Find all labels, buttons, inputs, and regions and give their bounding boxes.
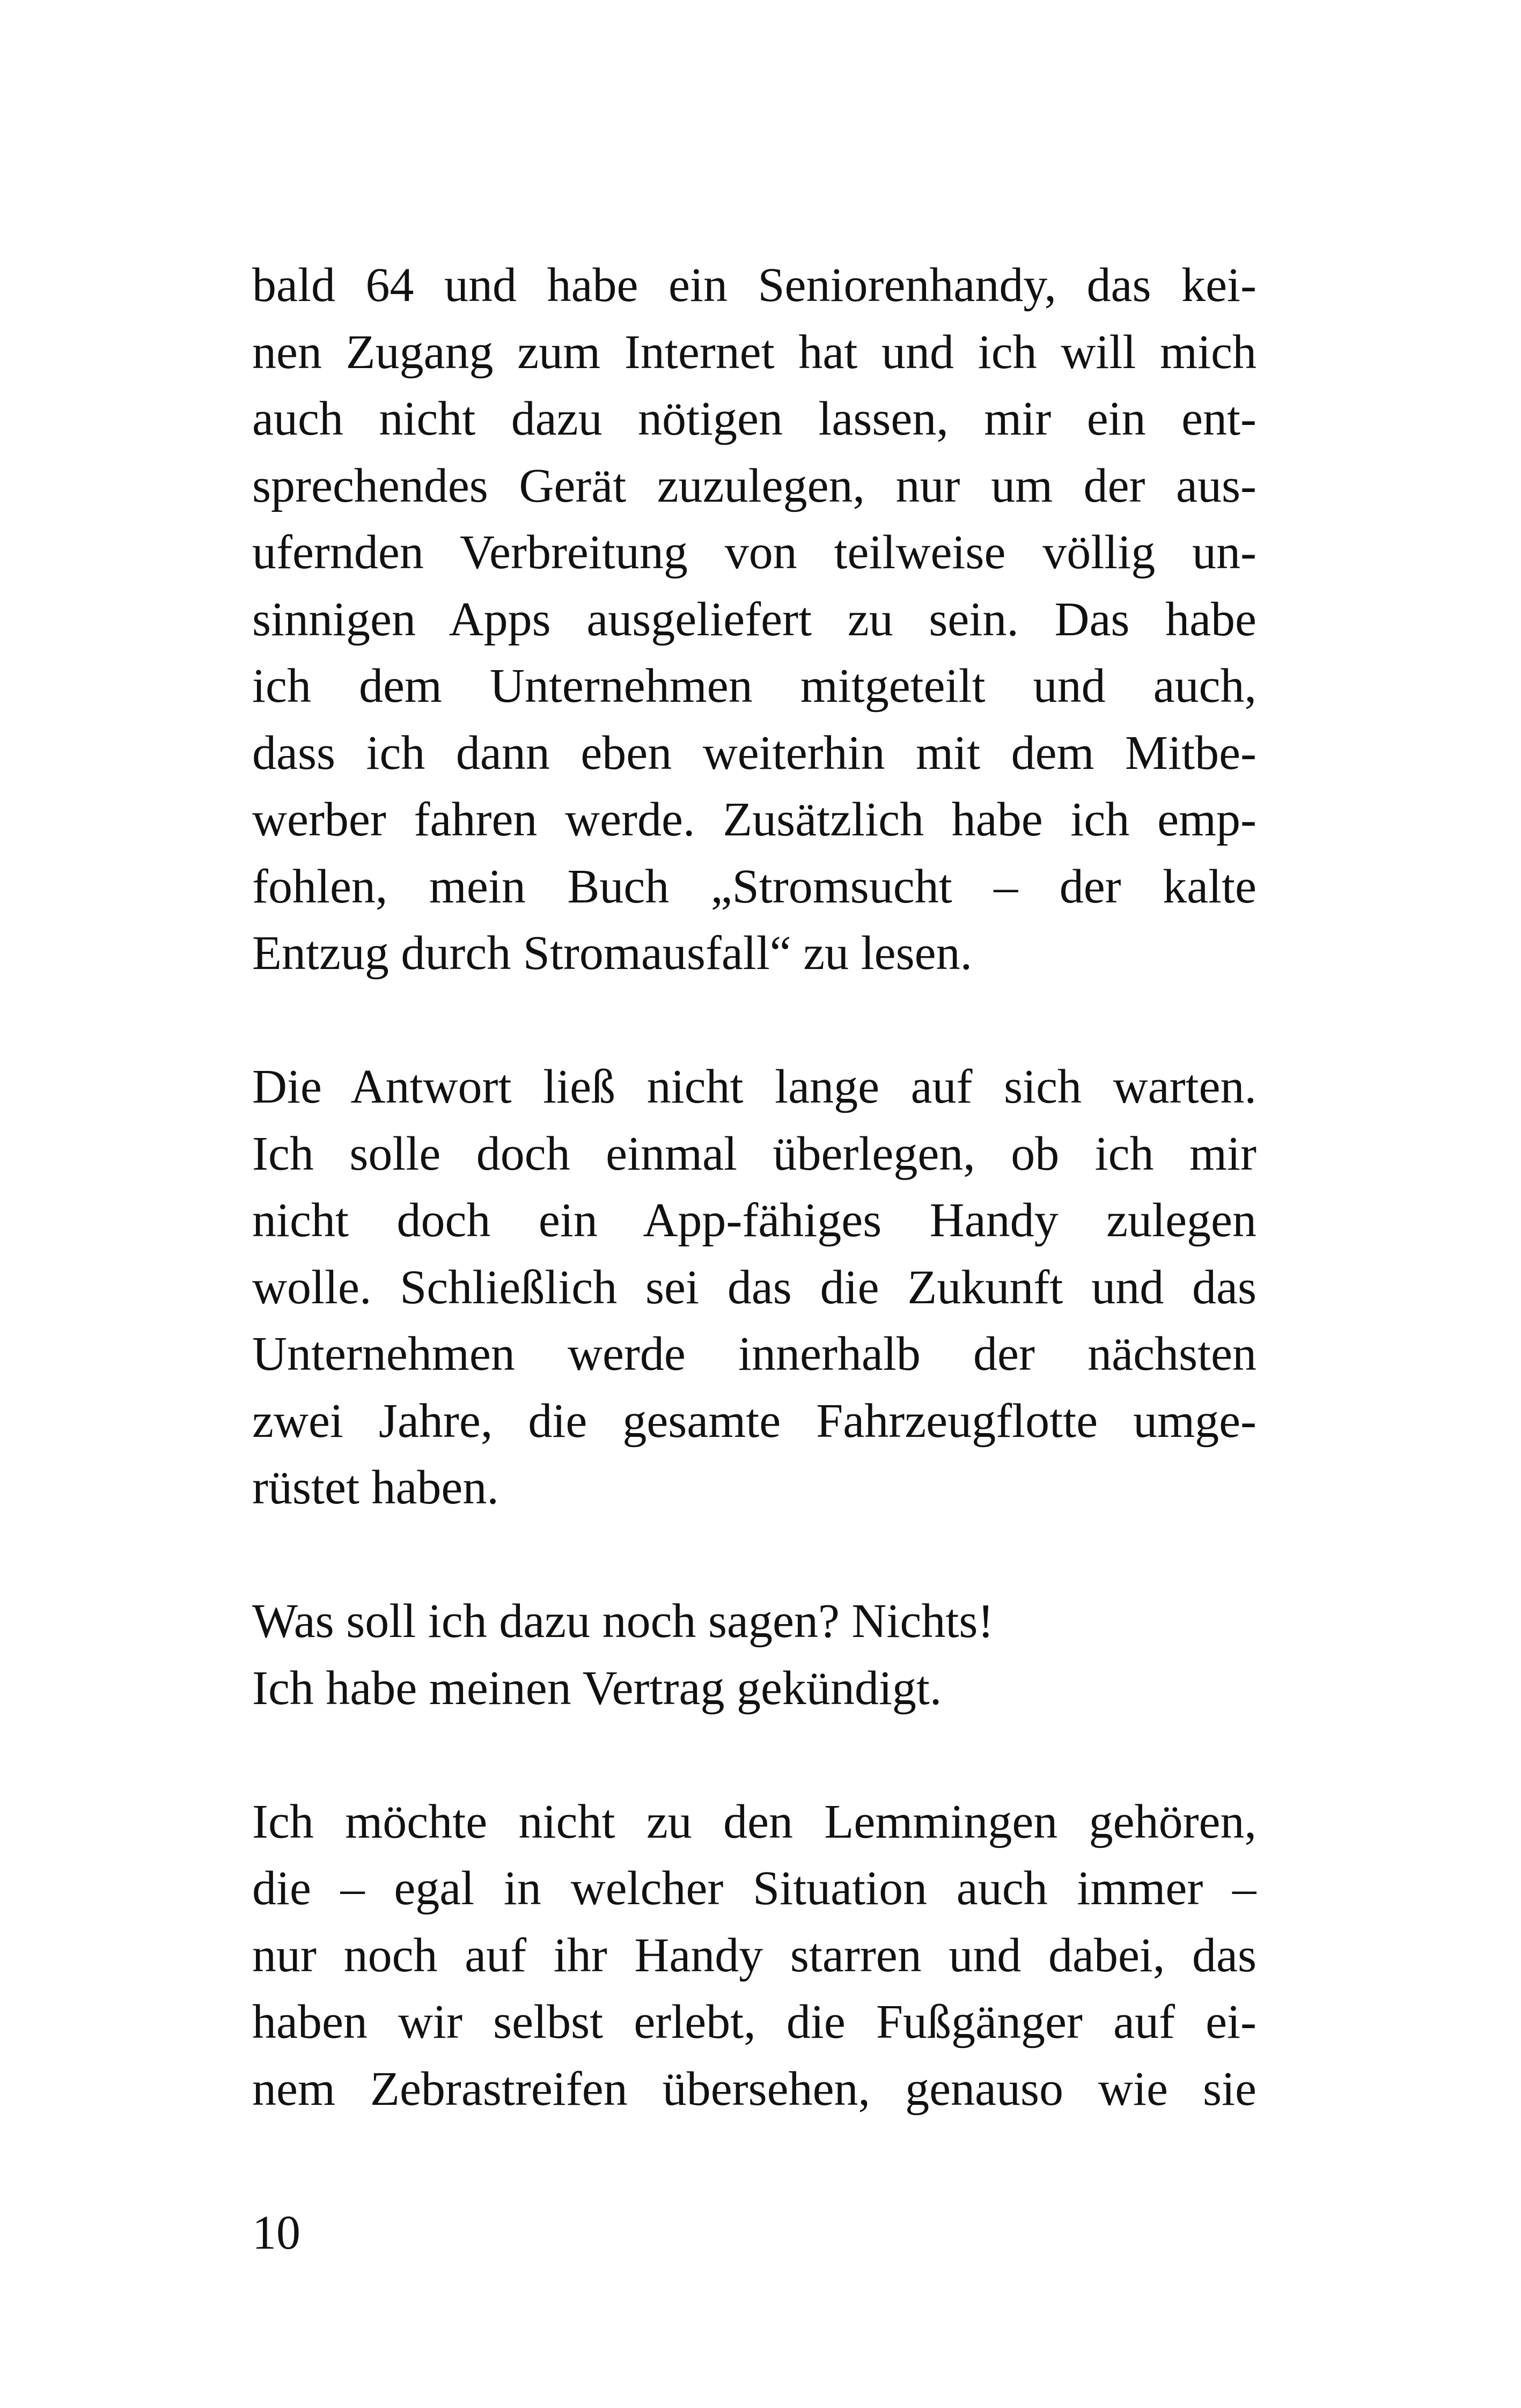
paragraph-1 [252,252,1257,987]
text-line: ufernden Verbreitung von teilweise völlig un- [252,526,1257,579]
text-line: ich dem Unternehmen mitgeteilt und auch, [252,659,1257,713]
paragraph-4 [252,1789,1257,2123]
text-line: fohlen, mein Buch „Stromsucht – der kalte [252,860,1257,913]
text-line: dass ich dann eben weiterhin mit dem Mitbe- [252,726,1257,780]
text-line: bald 64 und habe ein Seniorenhandy, das kei- [252,259,1257,312]
text-line: Ich solle doch einmal überlegen, ob ich mir [252,1127,1257,1180]
text-line: zwei Jahre, die gesamte Fahrzeugflotte umge- [252,1394,1257,1448]
text-line: Was soll ich dazu noch sagen? Nichts! [252,1595,994,1648]
text-line: sprechendes Gerät zuzulegen, nur um der aus- [252,459,1257,512]
page-number: 10 [252,2206,300,2259]
paragraph-2 [252,1054,1257,1522]
text-line: wolle. Schließlich sei das die Zukunft und das [252,1260,1257,1314]
body-text [252,252,1257,2123]
text-line: Unternehmen werde innerhalb der nächsten [252,1327,1257,1381]
paragraph-3 [252,1588,1257,1722]
text-line: Entzug durch Stromausfall“ zu lesen. [252,927,973,980]
text-line: Die Antwort ließ nicht lange auf sich warten. [252,1060,1257,1113]
text-line: werber fahren werde. Zusätzlich habe ich emp- [252,793,1257,846]
text-line: nicht doch ein App-fähiges Handy zulegen [252,1194,1257,1247]
text-line: rüstet haben. [252,1461,499,1514]
text-line: nem Zebrastreifen übersehen, genauso wie sie [252,2062,1257,2116]
text-line: Ich möchte nicht zu den Lemmingen gehören, [252,1795,1257,1848]
text-line: Ich habe meinen Vertrag gekündigt. [252,1661,942,1715]
text-line: nen Zugang zum Internet hat und ich will mich [252,325,1257,379]
text-line: haben wir selbst erlebt, die Fußgänger auf ei- [252,1995,1257,2049]
text-line: auch nicht dazu nötigen lassen, mir ein ent- [252,392,1257,445]
text-line: nur noch auf ihr Handy starren und dabei, das [252,1928,1257,1982]
text-line: sinnigen Apps ausgeliefert zu sein. Das habe [252,592,1257,646]
text-line: die – egal in welcher Situation auch immer – [252,1862,1257,1915]
